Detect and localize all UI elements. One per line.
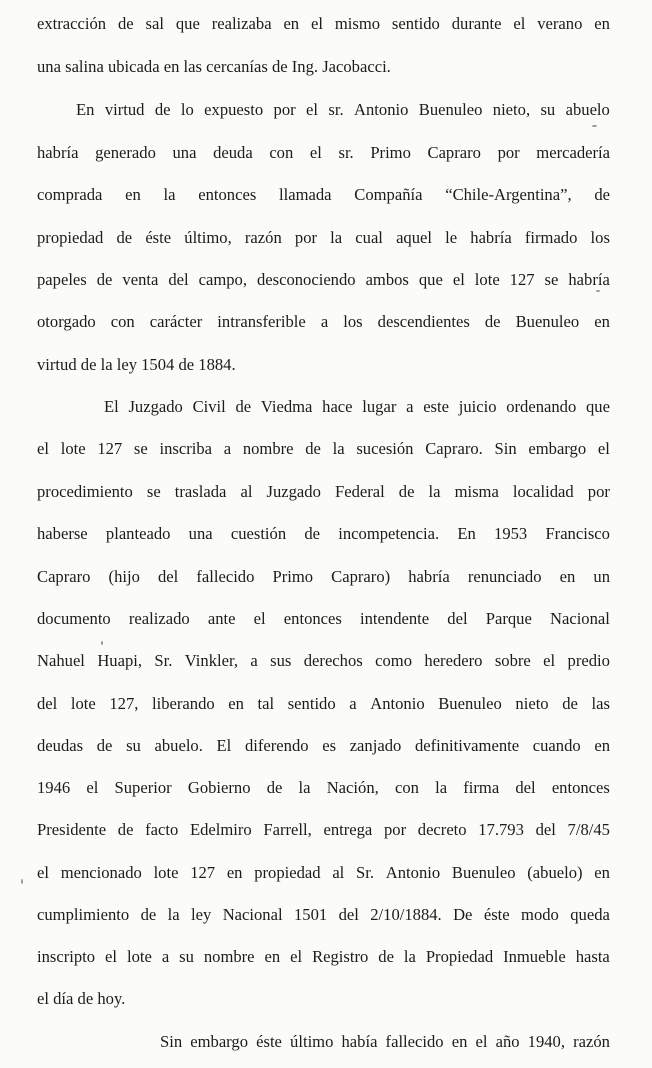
text-line: comprada en la entonces llamada Compañía “Chile-Argentina”, de	[37, 185, 610, 204]
scan-speck	[21, 879, 23, 884]
paragraph-start-line: En virtud de lo expuesto por el sr. Antonio Buenuleo nieto, su abuelo	[76, 100, 610, 119]
text-line: una salina ubicada en las cercanías de Ing. Jacobacci.	[37, 57, 391, 76]
text-line: 1946 el Superior Gobierno de la Nación, con la firma del entonces	[37, 778, 610, 797]
text-line: cumplimiento de la ley Nacional 1501 del 2/10/1884. De éste modo queda	[37, 905, 610, 924]
text-line: documento realizado ante el entonces intendente del Parque Nacional	[37, 609, 610, 628]
text-line: Presidente de facto Edelmiro Farrell, entrega por decreto 17.793 del 7/8/45	[37, 820, 610, 839]
text-line: papeles de venta del campo, desconociendo ambos que el lote 127 se habría	[37, 270, 610, 289]
text-line: haberse planteado una cuestión de incompetencia. En 1953 Francisco	[37, 524, 610, 543]
text-line: virtud de la ley 1504 de 1884.	[37, 355, 236, 374]
text-line: otorgado con carácter intransferible a los descendientes de Buenuleo en	[37, 312, 610, 331]
text-line: Capraro (hijo del fallecido Primo Capraro) habría renunciado en un	[37, 567, 610, 586]
text-line: el día de hoy.	[37, 989, 126, 1008]
text-line: el mencionado lote 127 en propiedad al Sr. Antonio Buenuleo (abuelo) en	[37, 863, 610, 882]
scan-speck	[596, 290, 600, 292]
scan-speck	[592, 125, 597, 127]
scan-speck	[101, 641, 103, 645]
text-line: habría generado una deuda con el sr. Primo Capraro por mercadería	[37, 143, 610, 162]
text-line: procedimiento se traslada al Juzgado Federal de la misma localidad por	[37, 482, 610, 501]
text-line: propiedad de éste último, razón por la cual aquel le habría firmado los	[37, 228, 610, 247]
paragraph-start-line: El Juzgado Civil de Viedma hace lugar a este juicio ordenando que	[104, 397, 610, 416]
paragraph-start-line: Sin embargo éste último había fallecido en el año 1940, razón	[160, 1032, 610, 1051]
text-line: extracción de sal que realizaba en el mismo sentido durante el verano en	[37, 14, 610, 33]
text-line: del lote 127, liberando en tal sentido a Antonio Buenuleo nieto de las	[37, 694, 610, 713]
text-line: inscripto el lote a su nombre en el Registro de la Propiedad Inmueble hasta	[37, 947, 610, 966]
text-line: el lote 127 se inscriba a nombre de la sucesión Capraro. Sin embargo el	[37, 439, 610, 458]
text-line: deudas de su abuelo. El diferendo es zanjado definitivamente cuando en	[37, 736, 610, 755]
text-line: Nahuel Huapi, Sr. Vinkler, a sus derechos como heredero sobre el predio	[37, 651, 610, 670]
